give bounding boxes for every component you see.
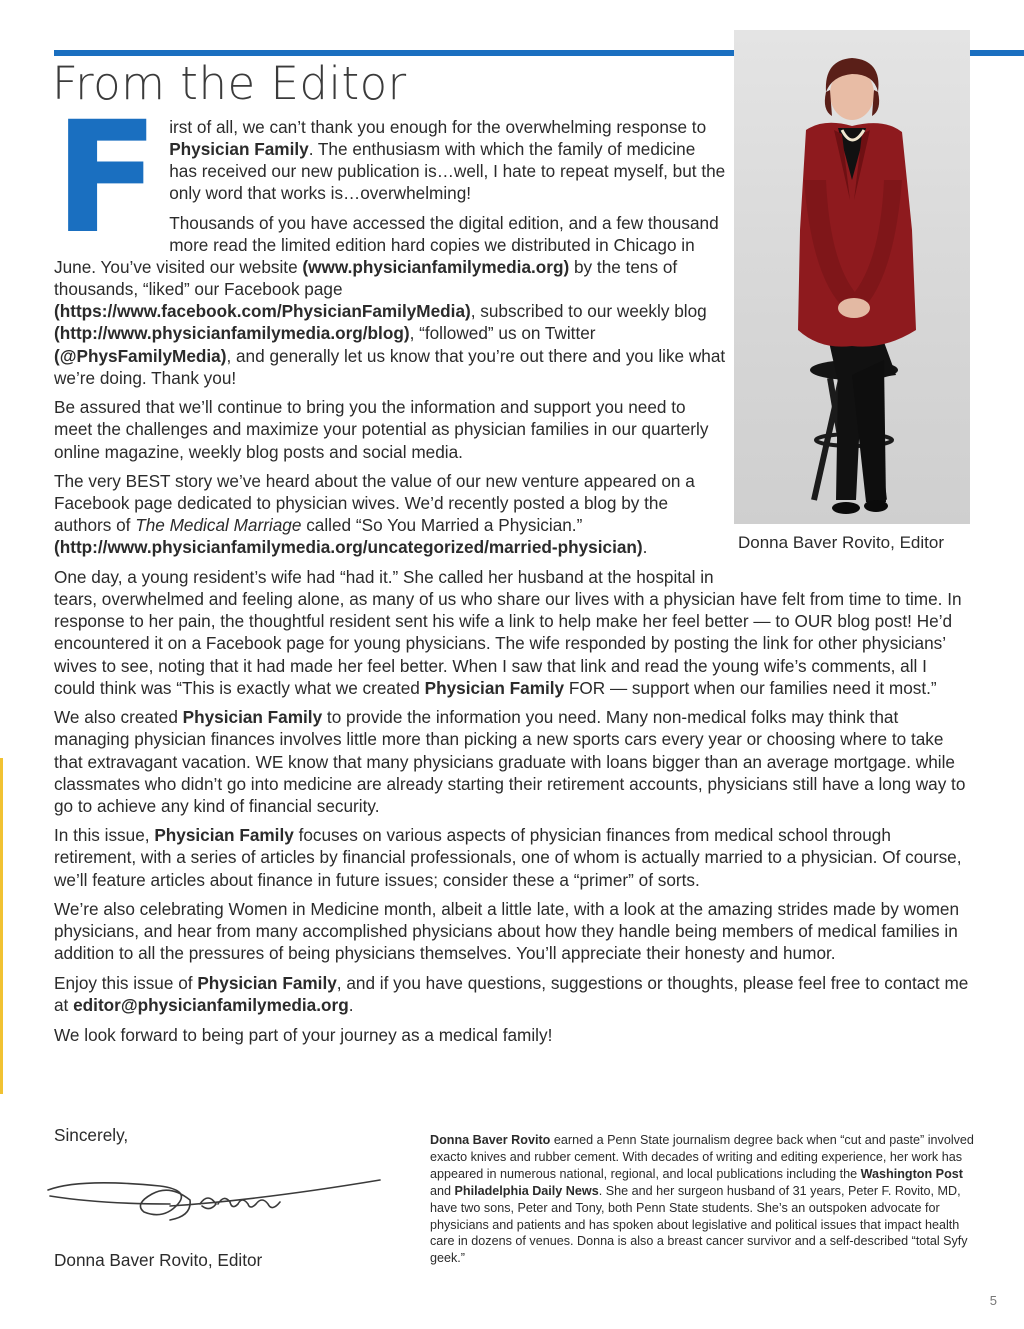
twitter-handle: (@PhysFamilyMedia) bbox=[54, 345, 227, 366]
photo-caption: Donna Baver Rovito, Editor bbox=[738, 533, 944, 552]
drop-cap: F bbox=[54, 89, 160, 268]
photo-wrap-space bbox=[727, 116, 969, 578]
author-bio: Donna Baver Rovito earned a Penn State journalism degree back when “cut and paste” involved exacto knives and rubber cement. With decades of writing and editing experience, her work has appeared in numerous national, regional, and local publications including the Washington Post and Philadelphia Daily News. She and her surgeon husband of 31 years, Peter F. Rovito, MD, have two sons, Peter and Tony, both Penn State students. She’s an outspoken advocate for physicians and patients and has spoken about legislative and political issues that impact health care in dozens of venues. Donna is also a breast cancer survivor and a self-described “total Syfy geek.” bbox=[430, 1133, 974, 1266]
closing: Sincerely, bbox=[54, 1125, 129, 1145]
left-edge-mark bbox=[0, 758, 3, 1094]
paragraph: Be assured that we’ll continue to bring you the information and support you need to meet the challenges and maximize your potential as physician families in our quarterly online magazine, weekly blog posts and social media. bbox=[54, 397, 709, 462]
paragraph: We’re also celebrating Women in Medicine month, albeit a little late, with a look at the amazing strides made by women physicians, and hear from many accomplished physicians about how they handle being members of medical families in addition to all the pressures of being physicians themselves. You’ll appreciate their honesty and humor. bbox=[54, 899, 960, 964]
paragraph: In this issue, Physician Family focuses on various aspects of physician finances from medical school through retirement, with a series of articles by financial professionals, one of whom is actually married to a physician. Of course, we’ll feature articles about finance in future issues; consider these a “primer” of sorts. bbox=[54, 825, 962, 890]
page-number: 5 bbox=[989, 1293, 997, 1308]
article-body bbox=[54, 89, 969, 1054]
paragraph: Enjoy this issue of Physician Family, and if you have questions, suggestions or thoughts, please feel free to contact me at editor@physicianfamilymedia.org. bbox=[54, 973, 969, 1016]
paragraph: First of all, we can’t thank you enough for the overwhelming response to Physician Family. The enthusiasm with which the family of medicine has received our new publication is…well, I hate to repeat myself, but the only word that works is…overwhelming! bbox=[54, 89, 726, 268]
blog-link: (http://www.physicianfamilymedia.org/blog) bbox=[54, 323, 410, 344]
book-title: The Medical Marriage bbox=[135, 515, 302, 536]
paragraph: One day, a young resident’s wife had “had it.” She called her husband at the hospital in tears, overwhelmed and feeling alone, as many of us who share our lives with a physician have felt from time to time. In response to her pain, the thoughtful resident sent his wife a link to help make her feel better — to OUR blog post! He’d encountered it on a Facebook page for young physicians. The wife responded by posting the link for other physicians’ wives to see, noting that it had made her feel better. When I saw that link and read the young wife’s comments, all I could think was “This is exactly what we created Physician Family FOR — support when our families need it most.” bbox=[54, 567, 962, 698]
website-link: (www.physicianfamilymedia.org) bbox=[302, 257, 570, 278]
editor-email: editor@physicianfamilymedia.org bbox=[73, 995, 349, 1016]
paragraph: We also created Physician Family to provide the information you need. Many non-medical folks may think that managing physician finances involves little more than picking a new sports cars every year or choosing where to take that extravagant vacation. WE know that many physicians graduate with loans bigger than an average mortgage. while classmates who didn’t go into medicine are already starting their retirement accounts, physicians still have a long way to go to achieve any kind of financial security. bbox=[54, 707, 966, 816]
signature-name: Donna Baver Rovito, Editor bbox=[54, 1250, 263, 1270]
blog-post-link: (http://www.physicianfamilymedia.org/uncategorized/married-physician) bbox=[54, 537, 643, 558]
facebook-link: (https://www.facebook.com/PhysicianFamilyMedia) bbox=[54, 301, 471, 322]
paragraph: Thousands of you have accessed the digital edition, and a few thousand more read the limited edition hard copies we distributed in Chicago in June. You’ve visited our website (www.physicianfamilymedia.org) by the tens of thousands, “liked” our Facebook page (https://www.facebook.com/PhysicianFamilyMedia), subscribed to our weekly blog (http://www.physicianfamilymedia.org/blog), “followed” us on Twitter (@PhysFamilyMedia), and generally let us know that you’re out there and you like what we’re doing. Thank you! bbox=[54, 212, 726, 388]
paragraph: We look forward to being part of your journey as a medical family! bbox=[54, 1024, 553, 1045]
page-title: From the Editor bbox=[52, 57, 407, 110]
signature-icon bbox=[40, 1160, 390, 1230]
paragraph: The very BEST story we’ve heard about the value of our new venture appeared on a Facebook page dedicated to physician wives. We’d recently posted a blog by the authors of The Medical Marriage called “So You Married a Physician.” (http://www.physicianfamilymedia.org/uncategorized/married-physician). bbox=[54, 471, 695, 558]
